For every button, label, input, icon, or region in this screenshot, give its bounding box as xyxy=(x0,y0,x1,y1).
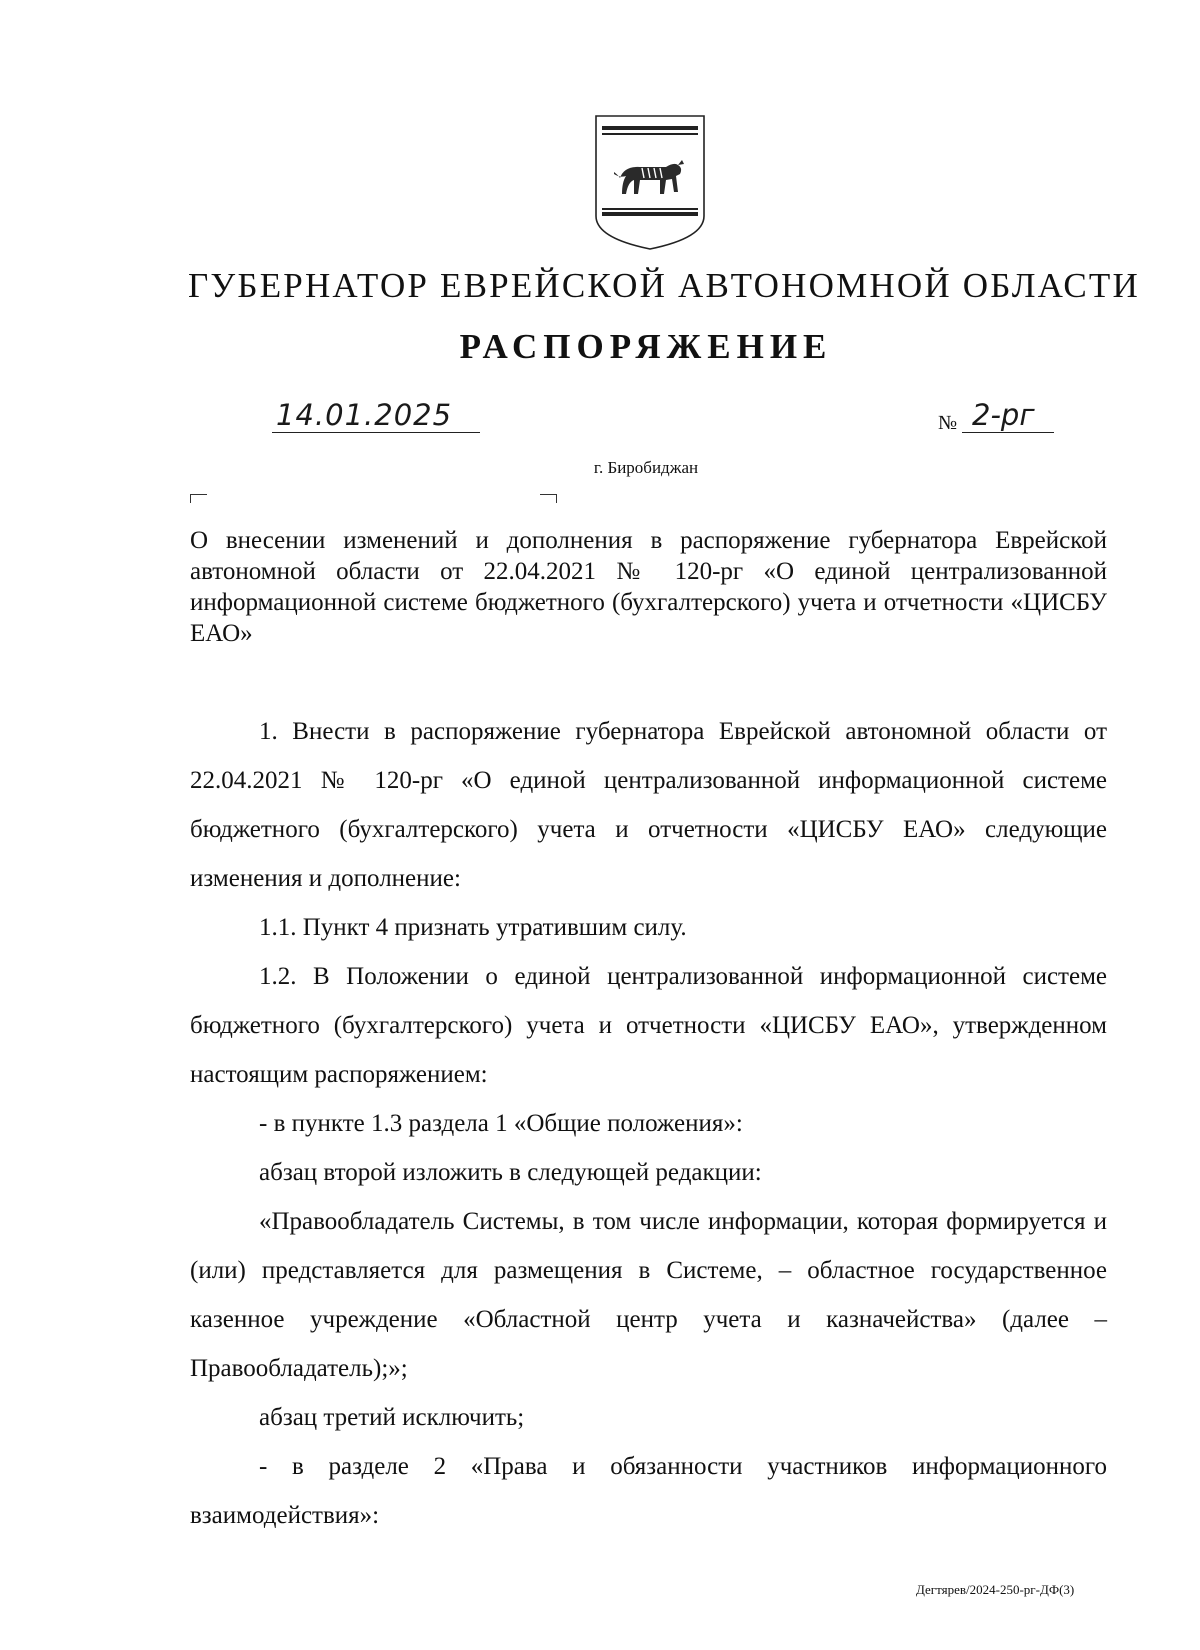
body-paragraph: абзац второй изложить в следующей редакции: xyxy=(259,1159,762,1186)
body-paragraph: 1.2. В Положении о единой централизованной информационной системе бюджетного (бухгалтерского) учета и отчетности «ЦИСБУ ЕАО», утвержденном настоящим распоряжением: xyxy=(190,963,1107,1088)
document-subject: О внесении изменений и дополнения в распоряжение губернатора Еврейской автономной области от 22.04.2021 № 120-рг «О единой централизованной информационной системе бюджетного (бухгалтерского) учета и отчетности «ЦИСБУ ЕАО» xyxy=(190,527,1107,647)
subject-corner-right xyxy=(540,494,557,503)
coat-of-arms-tiger-icon xyxy=(590,112,710,252)
document-number: 2-рг xyxy=(972,398,1035,432)
body-paragraph: 1.1. Пункт 4 признать утратившим силу. xyxy=(259,914,687,941)
number-label: № xyxy=(938,412,958,434)
body-paragraph: 1. Внести в распоряжение губернатора Еврейской автономной области от 22.04.2021 № 120-рг «О единой централизованной информационной системе бюджетного (бухгалтерского) учета и отчетности «ЦИСБУ ЕАО» следующие изменения и дополнение: xyxy=(190,718,1107,892)
body-paragraph: - в пункте 1.3 раздела 1 «Общие положения»: xyxy=(259,1110,743,1137)
date-underline xyxy=(272,432,480,433)
issuer-title: ГУБЕРНАТОР ЕВРЕЙСКОЙ АВТОНОМНОЙ ОБЛАСТИ xyxy=(188,266,1140,305)
city-name: г. Биробиджан xyxy=(593,458,699,477)
document-date: 14.01.2025 xyxy=(276,398,453,432)
document-type-title: РАСПОРЯЖЕНИЕ xyxy=(459,327,833,366)
body-paragraph: - в разделе 2 «Права и обязанности участников информационного взаимодействия»: xyxy=(190,1453,1107,1529)
subject-corner-left xyxy=(190,494,207,503)
number-underline xyxy=(962,432,1054,433)
body-paragraph: «Правообладатель Системы, в том числе информации, которая формируется и (или) представляется для размещения в Системе, – областное государственное казенное учреждение «Областной центр учета и казначейства» (далее – Правообладатель);»; xyxy=(190,1208,1107,1382)
footer-reference: Дегтярев/2024-250-рг-ДФ(3) xyxy=(916,1582,1075,1597)
body-paragraph: абзац третий исключить; xyxy=(259,1404,525,1431)
document-body xyxy=(190,707,1107,1540)
